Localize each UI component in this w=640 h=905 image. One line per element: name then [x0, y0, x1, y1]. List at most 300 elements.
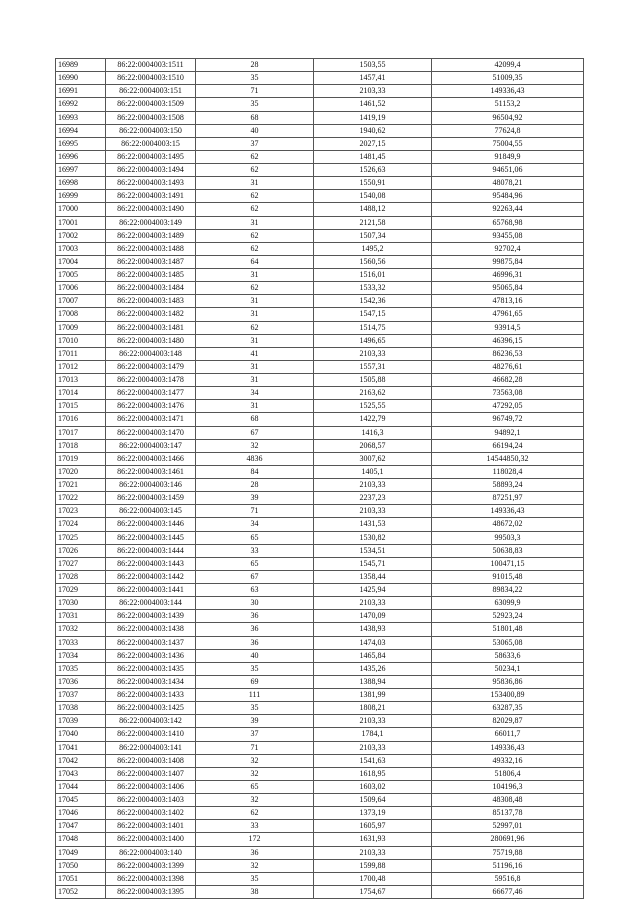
cadastral-value-cell: 65768,98 — [432, 216, 584, 229]
specific-value-cell: 2103,33 — [314, 597, 432, 610]
row-number-cell: 17016 — [56, 413, 106, 426]
specific-value-cell: 2163,62 — [314, 387, 432, 400]
area-cell: 36 — [196, 846, 314, 859]
table-row — [56, 111, 584, 124]
cadastral-number-cell: 86:22:0004003:1508 — [106, 111, 196, 124]
cadastral-value-cell: 73563,08 — [432, 387, 584, 400]
cadastral-value-cell: 48308,48 — [432, 794, 584, 807]
specific-value-cell: 1534,51 — [314, 544, 432, 557]
area-cell: 32 — [196, 794, 314, 807]
area-cell: 67 — [196, 570, 314, 583]
row-number-cell: 17008 — [56, 308, 106, 321]
cadastral-value-cell: 94651,06 — [432, 164, 584, 177]
table-row — [56, 269, 584, 282]
table-row — [56, 754, 584, 767]
row-number-cell: 17037 — [56, 689, 106, 702]
row-number-cell: 17014 — [56, 387, 106, 400]
table-row — [56, 767, 584, 780]
cadastral-number-cell: 86:22:0004003:1488 — [106, 242, 196, 255]
area-cell: 31 — [196, 400, 314, 413]
cadastral-number-cell: 86:22:0004003:148 — [106, 347, 196, 360]
specific-value-cell: 1505,88 — [314, 374, 432, 387]
cadastral-value-cell: 47292,05 — [432, 400, 584, 413]
row-number-cell: 17001 — [56, 216, 106, 229]
row-number-cell: 17026 — [56, 544, 106, 557]
row-number-cell: 17033 — [56, 636, 106, 649]
cadastral-value-cell: 82029,87 — [432, 715, 584, 728]
specific-value-cell: 1516,01 — [314, 269, 432, 282]
table-row — [56, 846, 584, 859]
cadastral-number-cell: 86:22:0004003:1434 — [106, 675, 196, 688]
area-cell: 71 — [196, 505, 314, 518]
cadastral-value-cell: 93455,08 — [432, 229, 584, 242]
specific-value-cell: 1388,94 — [314, 675, 432, 688]
area-cell: 62 — [196, 164, 314, 177]
cadastral-value-cell: 52997,01 — [432, 820, 584, 833]
table-row — [56, 203, 584, 216]
area-cell: 31 — [196, 360, 314, 373]
cadastral-number-cell: 86:22:0004003:1491 — [106, 190, 196, 203]
area-cell: 64 — [196, 255, 314, 268]
area-cell: 65 — [196, 531, 314, 544]
cadastral-number-cell: 86:22:0004003:1477 — [106, 387, 196, 400]
cadastral-value-cell: 48672,02 — [432, 518, 584, 531]
table-row — [56, 85, 584, 98]
cadastral-number-cell: 86:22:0004003:1487 — [106, 255, 196, 268]
specific-value-cell: 1545,71 — [314, 557, 432, 570]
specific-value-cell: 1526,63 — [314, 164, 432, 177]
table-row — [56, 400, 584, 413]
area-cell: 4836 — [196, 452, 314, 465]
cadastral-number-cell: 86:22:0004003:1471 — [106, 413, 196, 426]
table-row — [56, 164, 584, 177]
area-cell: 31 — [196, 269, 314, 282]
table-row — [56, 72, 584, 85]
cadastral-value-cell: 49332,16 — [432, 754, 584, 767]
specific-value-cell: 1422,79 — [314, 413, 432, 426]
area-cell: 40 — [196, 124, 314, 137]
row-number-cell: 17022 — [56, 492, 106, 505]
row-number-cell: 17046 — [56, 807, 106, 820]
specific-value-cell: 1603,02 — [314, 780, 432, 793]
cadastral-number-cell: 86:22:0004003:1476 — [106, 400, 196, 413]
cadastral-value-cell: 51801,48 — [432, 623, 584, 636]
row-number-cell: 17030 — [56, 597, 106, 610]
area-cell: 39 — [196, 715, 314, 728]
cadastral-value-cell: 47813,16 — [432, 295, 584, 308]
cadastral-number-cell: 86:22:0004003:1480 — [106, 334, 196, 347]
row-number-cell: 17044 — [56, 780, 106, 793]
area-cell: 62 — [196, 807, 314, 820]
area-cell: 62 — [196, 229, 314, 242]
cadastral-value-cell: 46996,31 — [432, 269, 584, 282]
specific-value-cell: 1599,88 — [314, 859, 432, 872]
area-cell: 62 — [196, 242, 314, 255]
row-number-cell: 16998 — [56, 177, 106, 190]
cadastral-value-cell: 85137,78 — [432, 807, 584, 820]
row-number-cell: 16989 — [56, 59, 106, 72]
cadastral-value-cell: 95065,84 — [432, 282, 584, 295]
cadastral-value-cell: 94892,1 — [432, 426, 584, 439]
cadastral-value-cell: 280691,96 — [432, 833, 584, 846]
specific-value-cell: 1533,32 — [314, 282, 432, 295]
specific-value-cell: 1425,94 — [314, 584, 432, 597]
cadastral-value-table — [55, 58, 584, 899]
cadastral-number-cell: 86:22:0004003:1481 — [106, 321, 196, 334]
cadastral-value-cell: 53065,08 — [432, 636, 584, 649]
cadastral-value-cell: 59516,8 — [432, 872, 584, 885]
specific-value-cell: 1525,55 — [314, 400, 432, 413]
row-number-cell: 17027 — [56, 557, 106, 570]
table-row — [56, 59, 584, 72]
cadastral-number-cell: 86:22:0004003:1489 — [106, 229, 196, 242]
area-cell: 32 — [196, 754, 314, 767]
row-number-cell: 17031 — [56, 610, 106, 623]
area-cell: 34 — [196, 518, 314, 531]
cadastral-number-cell: 86:22:0004003:142 — [106, 715, 196, 728]
area-cell: 68 — [196, 111, 314, 124]
area-cell: 37 — [196, 137, 314, 150]
cadastral-value-cell: 50638,83 — [432, 544, 584, 557]
specific-value-cell: 1496,65 — [314, 334, 432, 347]
table-row — [56, 229, 584, 242]
specific-value-cell: 1808,21 — [314, 702, 432, 715]
cadastral-number-cell: 86:22:0004003:1445 — [106, 531, 196, 544]
row-number-cell: 16990 — [56, 72, 106, 85]
cadastral-number-cell: 86:22:0004003:141 — [106, 741, 196, 754]
row-number-cell: 17047 — [56, 820, 106, 833]
row-number-cell: 17039 — [56, 715, 106, 728]
row-number-cell: 16996 — [56, 150, 106, 163]
area-cell: 33 — [196, 820, 314, 833]
table-row — [56, 833, 584, 846]
table-row — [56, 794, 584, 807]
cadastral-number-cell: 86:22:0004003:1436 — [106, 649, 196, 662]
specific-value-cell: 1405,1 — [314, 465, 432, 478]
table-row — [56, 387, 584, 400]
specific-value-cell: 1541,63 — [314, 754, 432, 767]
cadastral-number-cell: 86:22:0004003:1470 — [106, 426, 196, 439]
specific-value-cell: 1605,97 — [314, 820, 432, 833]
cadastral-value-cell: 50234,1 — [432, 662, 584, 675]
cadastral-number-cell: 86:22:0004003:149 — [106, 216, 196, 229]
specific-value-cell: 1700,48 — [314, 872, 432, 885]
area-cell: 28 — [196, 59, 314, 72]
table-row — [56, 636, 584, 649]
specific-value-cell: 2103,33 — [314, 505, 432, 518]
specific-value-cell: 2027,15 — [314, 137, 432, 150]
cadastral-value-cell: 118028,4 — [432, 465, 584, 478]
specific-value-cell: 1470,09 — [314, 610, 432, 623]
specific-value-cell: 1419,19 — [314, 111, 432, 124]
table-row — [56, 360, 584, 373]
table-row — [56, 702, 584, 715]
row-number-cell: 17048 — [56, 833, 106, 846]
cadastral-value-cell: 51153,2 — [432, 98, 584, 111]
cadastral-value-cell: 58893,24 — [432, 479, 584, 492]
area-cell: 31 — [196, 295, 314, 308]
specific-value-cell: 2237,23 — [314, 492, 432, 505]
cadastral-value-cell: 46396,15 — [432, 334, 584, 347]
specific-value-cell: 1540,08 — [314, 190, 432, 203]
area-cell: 32 — [196, 439, 314, 452]
cadastral-value-cell: 104196,3 — [432, 780, 584, 793]
cadastral-number-cell: 86:22:0004003:1459 — [106, 492, 196, 505]
cadastral-number-cell: 86:22:0004003:1439 — [106, 610, 196, 623]
row-number-cell: 17007 — [56, 295, 106, 308]
table-row — [56, 347, 584, 360]
area-cell: 35 — [196, 98, 314, 111]
cadastral-value-cell: 75004,55 — [432, 137, 584, 150]
table-row — [56, 321, 584, 334]
table-row — [56, 439, 584, 452]
table-body — [56, 59, 584, 899]
table-row — [56, 334, 584, 347]
cadastral-number-cell: 86:22:0004003:1511 — [106, 59, 196, 72]
row-number-cell: 17050 — [56, 859, 106, 872]
table-row — [56, 610, 584, 623]
cadastral-number-cell: 86:22:0004003:1443 — [106, 557, 196, 570]
specific-value-cell: 1481,45 — [314, 150, 432, 163]
cadastral-value-cell: 95484,96 — [432, 190, 584, 203]
row-number-cell: 16992 — [56, 98, 106, 111]
cadastral-value-cell: 77624,8 — [432, 124, 584, 137]
specific-value-cell: 3007,62 — [314, 452, 432, 465]
area-cell: 35 — [196, 72, 314, 85]
cadastral-number-cell: 86:22:0004003:147 — [106, 439, 196, 452]
specific-value-cell: 2103,33 — [314, 715, 432, 728]
area-cell: 62 — [196, 150, 314, 163]
cadastral-number-cell: 86:22:0004003:1478 — [106, 374, 196, 387]
area-cell: 62 — [196, 203, 314, 216]
table-row — [56, 662, 584, 675]
area-cell: 65 — [196, 780, 314, 793]
table-row — [56, 255, 584, 268]
area-cell: 84 — [196, 465, 314, 478]
table-row — [56, 124, 584, 137]
cadastral-number-cell: 86:22:0004003:1410 — [106, 728, 196, 741]
row-number-cell: 17004 — [56, 255, 106, 268]
table-row — [56, 741, 584, 754]
table-row — [56, 689, 584, 702]
cadastral-number-cell: 86:22:0004003:1509 — [106, 98, 196, 111]
specific-value-cell: 1547,15 — [314, 308, 432, 321]
cadastral-number-cell: 86:22:0004003:1433 — [106, 689, 196, 702]
table-row — [56, 885, 584, 898]
cadastral-value-cell: 47961,65 — [432, 308, 584, 321]
row-number-cell: 17012 — [56, 360, 106, 373]
area-cell: 32 — [196, 859, 314, 872]
cadastral-value-cell: 66194,24 — [432, 439, 584, 452]
row-number-cell: 16995 — [56, 137, 106, 150]
row-number-cell: 17005 — [56, 269, 106, 282]
row-number-cell: 17015 — [56, 400, 106, 413]
table-row — [56, 295, 584, 308]
cadastral-value-cell: 63099,9 — [432, 597, 584, 610]
cadastral-value-cell: 149336,43 — [432, 85, 584, 98]
cadastral-number-cell: 86:22:0004003:1495 — [106, 150, 196, 163]
table-row — [56, 505, 584, 518]
row-number-cell: 17000 — [56, 203, 106, 216]
specific-value-cell: 2103,33 — [314, 846, 432, 859]
cadastral-value-cell: 42099,4 — [432, 59, 584, 72]
specific-value-cell: 1495,2 — [314, 242, 432, 255]
cadastral-value-cell: 89834,22 — [432, 584, 584, 597]
specific-value-cell: 1461,52 — [314, 98, 432, 111]
row-number-cell: 16993 — [56, 111, 106, 124]
area-cell: 36 — [196, 610, 314, 623]
specific-value-cell: 1940,62 — [314, 124, 432, 137]
area-cell: 62 — [196, 282, 314, 295]
area-cell: 111 — [196, 689, 314, 702]
table-row — [56, 531, 584, 544]
row-number-cell: 17024 — [56, 518, 106, 531]
cadastral-value-cell: 48078,21 — [432, 177, 584, 190]
area-cell: 35 — [196, 872, 314, 885]
area-cell: 68 — [196, 413, 314, 426]
area-cell: 71 — [196, 741, 314, 754]
cadastral-number-cell: 86:22:0004003:1402 — [106, 807, 196, 820]
table-row — [56, 728, 584, 741]
cadastral-number-cell: 86:22:0004003:1401 — [106, 820, 196, 833]
table-row — [56, 623, 584, 636]
cadastral-number-cell: 86:22:0004003:150 — [106, 124, 196, 137]
cadastral-number-cell: 86:22:0004003:1400 — [106, 833, 196, 846]
area-cell: 37 — [196, 728, 314, 741]
table-row — [56, 570, 584, 583]
cadastral-value-cell: 86236,53 — [432, 347, 584, 360]
specific-value-cell: 2103,33 — [314, 479, 432, 492]
cadastral-number-cell: 86:22:0004003:15 — [106, 137, 196, 150]
cadastral-value-cell: 75719,88 — [432, 846, 584, 859]
area-cell: 41 — [196, 347, 314, 360]
cadastral-number-cell: 86:22:0004003:1490 — [106, 203, 196, 216]
specific-value-cell: 1550,91 — [314, 177, 432, 190]
specific-value-cell: 1416,3 — [314, 426, 432, 439]
cadastral-number-cell: 86:22:0004003:1406 — [106, 780, 196, 793]
cadastral-number-cell: 86:22:0004003:1403 — [106, 794, 196, 807]
area-cell: 67 — [196, 426, 314, 439]
row-number-cell: 17042 — [56, 754, 106, 767]
cadastral-value-cell: 149336,43 — [432, 505, 584, 518]
cadastral-number-cell: 86:22:0004003:1466 — [106, 452, 196, 465]
area-cell: 31 — [196, 374, 314, 387]
table-row — [56, 308, 584, 321]
cadastral-value-cell: 153400,89 — [432, 689, 584, 702]
row-number-cell: 17049 — [56, 846, 106, 859]
table-row — [56, 426, 584, 439]
cadastral-value-cell: 99503,3 — [432, 531, 584, 544]
cadastral-value-cell: 51806,4 — [432, 767, 584, 780]
cadastral-number-cell: 86:22:0004003:1484 — [106, 282, 196, 295]
specific-value-cell: 2068,57 — [314, 439, 432, 452]
specific-value-cell: 1431,53 — [314, 518, 432, 531]
specific-value-cell: 2103,33 — [314, 85, 432, 98]
row-number-cell: 16991 — [56, 85, 106, 98]
specific-value-cell: 1457,41 — [314, 72, 432, 85]
cadastral-number-cell: 86:22:0004003:1485 — [106, 269, 196, 282]
row-number-cell: 16999 — [56, 190, 106, 203]
row-number-cell: 17032 — [56, 623, 106, 636]
area-cell: 62 — [196, 190, 314, 203]
cadastral-value-cell: 95836,86 — [432, 675, 584, 688]
area-cell: 33 — [196, 544, 314, 557]
cadastral-number-cell: 86:22:0004003:151 — [106, 85, 196, 98]
cadastral-value-cell: 48276,61 — [432, 360, 584, 373]
row-number-cell: 17036 — [56, 675, 106, 688]
row-number-cell: 17034 — [56, 649, 106, 662]
table-row — [56, 492, 584, 505]
area-cell: 36 — [196, 636, 314, 649]
cadastral-value-cell: 87251,97 — [432, 492, 584, 505]
specific-value-cell: 1754,67 — [314, 885, 432, 898]
area-cell: 65 — [196, 557, 314, 570]
cadastral-number-cell: 86:22:0004003:1461 — [106, 465, 196, 478]
specific-value-cell: 1503,55 — [314, 59, 432, 72]
area-cell: 71 — [196, 85, 314, 98]
area-cell: 30 — [196, 597, 314, 610]
table-row — [56, 282, 584, 295]
area-cell: 38 — [196, 885, 314, 898]
row-number-cell: 17010 — [56, 334, 106, 347]
table-row — [56, 177, 584, 190]
cadastral-number-cell: 86:22:0004003:1482 — [106, 308, 196, 321]
table-row — [56, 807, 584, 820]
specific-value-cell: 1509,64 — [314, 794, 432, 807]
table-row — [56, 137, 584, 150]
table-row — [56, 242, 584, 255]
area-cell: 31 — [196, 334, 314, 347]
cadastral-value-cell: 52923,24 — [432, 610, 584, 623]
area-cell: 40 — [196, 649, 314, 662]
row-number-cell: 17041 — [56, 741, 106, 754]
specific-value-cell: 1381,99 — [314, 689, 432, 702]
cadastral-number-cell: 86:22:0004003:140 — [106, 846, 196, 859]
specific-value-cell: 1373,19 — [314, 807, 432, 820]
table-row — [56, 544, 584, 557]
cadastral-value-cell: 66011,7 — [432, 728, 584, 741]
row-number-cell: 16994 — [56, 124, 106, 137]
specific-value-cell: 1514,75 — [314, 321, 432, 334]
specific-value-cell: 1618,95 — [314, 767, 432, 780]
row-number-cell: 17018 — [56, 439, 106, 452]
row-number-cell: 17019 — [56, 452, 106, 465]
row-number-cell: 17043 — [56, 767, 106, 780]
specific-value-cell: 1488,12 — [314, 203, 432, 216]
specific-value-cell: 1507,34 — [314, 229, 432, 242]
cadastral-number-cell: 86:22:0004003:1438 — [106, 623, 196, 636]
cadastral-value-cell: 92702,4 — [432, 242, 584, 255]
table-row — [56, 452, 584, 465]
table-row — [56, 649, 584, 662]
cadastral-value-cell: 58633,6 — [432, 649, 584, 662]
specific-value-cell: 2121,58 — [314, 216, 432, 229]
cadastral-number-cell: 86:22:0004003:1479 — [106, 360, 196, 373]
table-row — [56, 859, 584, 872]
cadastral-value-cell: 14544850,32 — [432, 452, 584, 465]
table-row — [56, 190, 584, 203]
area-cell: 35 — [196, 702, 314, 715]
cadastral-number-cell: 86:22:0004003:1510 — [106, 72, 196, 85]
specific-value-cell: 2103,33 — [314, 347, 432, 360]
cadastral-value-cell: 66677,46 — [432, 885, 584, 898]
row-number-cell: 17038 — [56, 702, 106, 715]
row-number-cell: 17006 — [56, 282, 106, 295]
cadastral-value-cell: 91849,9 — [432, 150, 584, 163]
area-cell: 31 — [196, 216, 314, 229]
row-number-cell: 17025 — [56, 531, 106, 544]
table-row — [56, 413, 584, 426]
